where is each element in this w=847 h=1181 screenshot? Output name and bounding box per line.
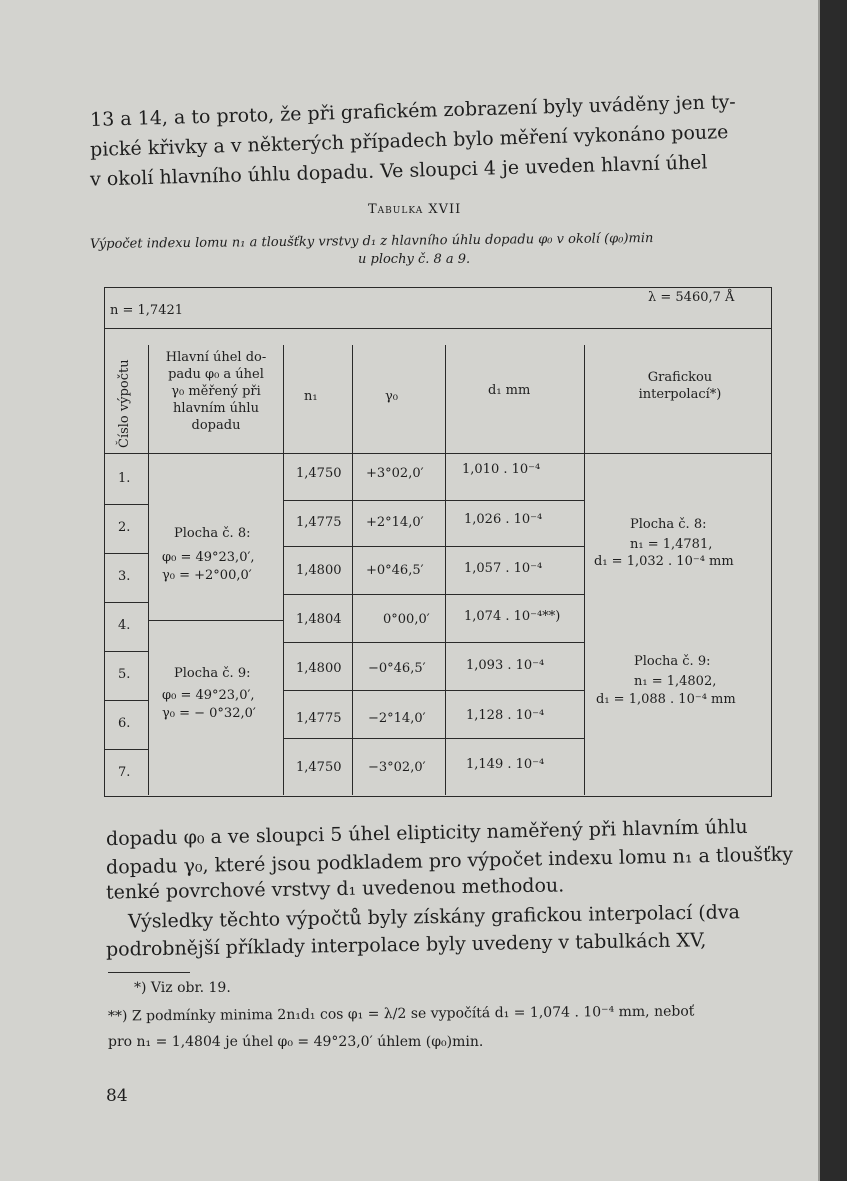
wavelength-lambda: λ = 5460,7 Å xyxy=(648,290,735,305)
refractive-index-n: n = 1,7421 xyxy=(110,303,184,318)
table-title: Tabulka XVII xyxy=(368,202,462,217)
row-number: 7. xyxy=(118,765,131,780)
cell-n1: 1,4750 xyxy=(296,760,342,775)
paragraph-line: Výsledky těchto výpočtů byly získány grafickou interpolací (dva xyxy=(127,901,741,933)
interp9-n1: n₁ = 1,4802, xyxy=(634,674,717,689)
header-n1: n₁ xyxy=(304,389,318,404)
interp9-d1: d₁ = 1,088 . 10⁻⁴ mm xyxy=(596,692,736,707)
paragraph-line: 13 a 14, a to proto, že při grafickém zobrazení byly uváděny jen ty- xyxy=(89,90,736,132)
paragraph-line: podrobnější příklady interpolace byly uvedeny v tabulkách XV, xyxy=(105,929,707,961)
cell-d1: 1,010 . 10⁻⁴ xyxy=(462,462,541,477)
row-number: 6. xyxy=(118,716,131,731)
footnote-rule xyxy=(108,972,190,973)
cell-n1: 1,4775 xyxy=(296,711,342,726)
cell-d1: 1,128 . 10⁻⁴ xyxy=(466,708,545,723)
footnote-2: **) Z podmínky minima 2n₁d₁ cos φ₁ = λ/2 se vypočítá d₁ = 1,074 . 10⁻⁴ mm, neboť xyxy=(107,1003,695,1025)
header-d1: d₁ mm xyxy=(488,383,531,398)
paragraph-line: pické křivky a v některých případech bylo měření vykonáno pouze xyxy=(89,121,729,161)
cell-gamma0: +3°02,0′ xyxy=(366,466,424,481)
interp8-n1: n₁ = 1,4781, xyxy=(630,537,713,552)
header-gamma0: γ₀ xyxy=(385,389,398,404)
header-row-number: Číslo výpočtu xyxy=(117,359,132,448)
group8-label: Plocha č. 8: xyxy=(174,526,251,541)
row-number: 2. xyxy=(118,520,131,535)
row-number: 4. xyxy=(118,618,131,633)
table-caption: Výpočet indexu lomu n₁ a tloušťky vrstvy d₁ z hlavního úhlu dopadu φ₀ v okolí (φ₀)min xyxy=(89,231,654,252)
cell-d1: 1,149 . 10⁻⁴ xyxy=(466,757,545,772)
cell-d1: 1,057 . 10⁻⁴ xyxy=(464,561,543,576)
row-number: 1. xyxy=(118,471,131,486)
footnote-3: pro n₁ = 1,4804 je úhel φ₀ = 49°23,0′ úhlem (φ₀)min. xyxy=(108,1034,484,1050)
cell-d1: 1,074 . 10⁻⁴**) xyxy=(464,609,561,624)
group8-gamma: γ₀ = +2°00,0′ xyxy=(162,568,252,583)
paragraph-line: dopadu γ₀, které jsou podkladem pro výpočet indexu lomu n₁ a tloušťky xyxy=(105,843,794,879)
interp9-label: Plocha č. 9: xyxy=(634,654,711,669)
cell-d1: 1,093 . 10⁻⁴ xyxy=(466,658,545,673)
group9-label: Plocha č. 9: xyxy=(174,666,251,681)
paragraph-line: tenké povrchové vrstvy d₁ uvedenou methodou. xyxy=(105,874,565,904)
book-spine xyxy=(820,0,847,1181)
cell-n1: 1,4800 xyxy=(296,563,342,578)
group8-phi: φ₀ = 49°23,0′, xyxy=(162,550,255,565)
page-number: 84 xyxy=(106,1086,128,1106)
cell-gamma0: +2°14,0′ xyxy=(366,515,424,530)
group9-gamma: γ₀ = − 0°32,0′ xyxy=(162,706,256,721)
footnote-1: *) Viz obr. 19. xyxy=(134,980,231,996)
cell-gamma0: −0°46,5′ xyxy=(368,661,426,676)
cell-n1: 1,4750 xyxy=(296,466,342,481)
cell-gamma0: −3°02,0′ xyxy=(368,760,426,775)
header-graphic-interpolation: Grafickou interpolací*) xyxy=(638,370,722,402)
row-number: 5. xyxy=(118,667,131,682)
paragraph-line: v okolí hlavního úhlu dopadu. Ve sloupci 4 je uveden hlavní úhel xyxy=(89,151,708,191)
cell-n1: 1,4775 xyxy=(296,515,342,530)
cell-gamma0: +0°46,5′ xyxy=(366,563,424,578)
paragraph-line: dopadu φ₀ a ve sloupci 5 úhel elipticity naměřený při hlavním úhlu xyxy=(105,815,748,851)
table-caption-cont: u plochy č. 8 a 9. xyxy=(358,252,471,267)
interp8-d1: d₁ = 1,032 . 10⁻⁴ mm xyxy=(594,554,734,569)
cell-n1: 1,4800 xyxy=(296,661,342,676)
cell-n1: 1,4804 xyxy=(296,612,342,627)
header-main-angle: Hlavní úhel do- padu φ₀ a úhel γ₀ měřený při hlavním úhlu dopadu xyxy=(165,350,267,433)
cell-gamma0: −2°14,0′ xyxy=(368,711,426,726)
interp8-label: Plocha č. 8: xyxy=(630,517,707,532)
group9-phi: φ₀ = 49°23,0′, xyxy=(162,688,255,703)
row-number: 3. xyxy=(118,569,131,584)
cell-d1: 1,026 . 10⁻⁴ xyxy=(464,512,543,527)
cell-gamma0: 0°00,0′ xyxy=(383,612,430,627)
